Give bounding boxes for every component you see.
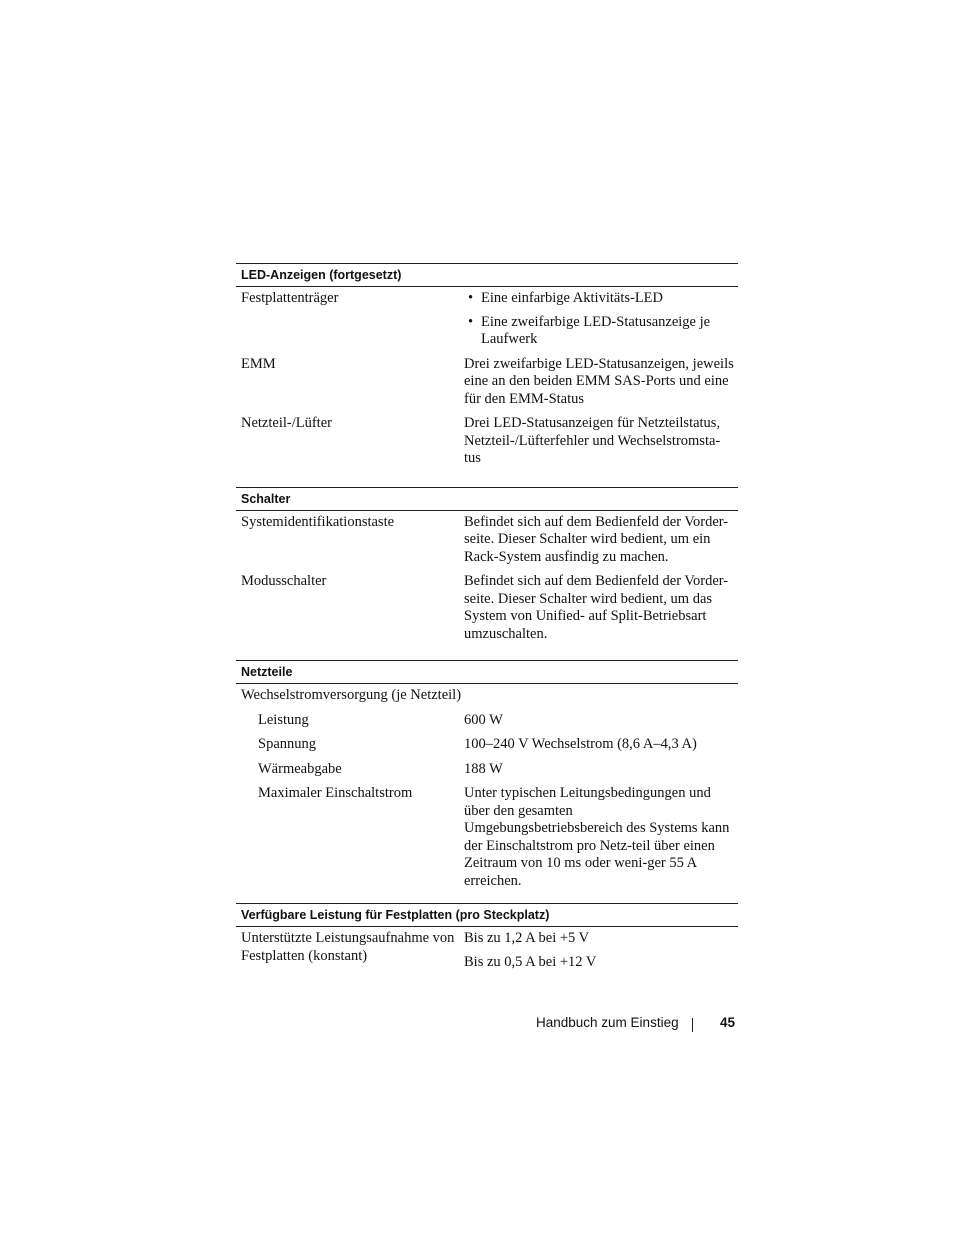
row-system-id-button <box>236 514 738 567</box>
bullet-list <box>464 290 738 349</box>
row-heat-dissipation <box>236 761 738 779</box>
row-value-list <box>464 930 738 977</box>
row-label: Netzteil-/Lüfter <box>241 415 332 431</box>
row-value: Drei LED-Statusanzeigen für Netzteilstatus, Netzteil-/Lüfterfehler und Wechselstromsta-tus <box>464 415 721 466</box>
subheading: Wechselstromversorgung (je Netzteil) <box>241 687 462 703</box>
section-heading: Schalter <box>236 487 738 511</box>
section-heading: Verfügbare Leistung für Festplatten (pro Steckplatz) <box>236 903 738 927</box>
row-label: EMM <box>241 355 276 372</box>
footer-title: Handbuch zum Einstieg <box>536 1015 679 1030</box>
row-emm <box>236 356 738 409</box>
row-value: Befindet sich auf dem Bedienfeld der Vorder-seite. Dieser Schalter wird bedient, um ein Rack-System ausfindig zu machen. <box>464 513 729 565</box>
row-drive-carrier <box>236 290 738 349</box>
row-value: Bis zu 1,2 A bei +5 V <box>464 930 590 946</box>
spec-table <box>236 263 738 984</box>
row-value: Bis zu 0,5 A bei +12 V <box>464 953 597 970</box>
row-label: Leistung <box>258 711 309 728</box>
list-item: • Eine einfarbige Aktivitäts-LED <box>464 290 734 308</box>
row-value: Drei zweifarbige LED-Statusanzeigen, jeweils eine an den beiden EMM SAS-Ports und eine für den EMM-Status <box>464 355 734 407</box>
bullet-icon: • <box>468 290 474 306</box>
row-label: Modusschalter <box>241 573 327 589</box>
row-label: Systemidentifikationstaste <box>241 513 395 530</box>
row-value: 188 W <box>464 760 503 777</box>
row-voltage <box>236 736 738 754</box>
row-value: Unter typischen Leitungsbedingungen und über den gesamten Umgebungsbetriebsbereich des Systems kann der Einschaltstrom pro Netz-teil über einen Zeitraum von 10 ms oder weni-ger 55 A erreichen. <box>464 785 730 889</box>
row-wattage <box>236 712 738 730</box>
section-drive-power <box>236 903 738 977</box>
row-psu-fan <box>236 415 738 468</box>
row-drive-power-consumption <box>236 930 738 977</box>
row-mode-switch <box>236 573 738 643</box>
row-value: Befindet sich auf dem Bedienfeld der Vorder-seite. Dieser Schalter wird bedient, um das System von Unified- auf Split-Betriebsart umzuschalten. <box>464 573 729 642</box>
row-inrush-current <box>236 785 738 890</box>
section-led-indicators <box>236 263 738 487</box>
section-power-supplies <box>236 660 738 903</box>
row-label: Spannung <box>258 736 316 752</box>
row-label: Maximaler Einschaltstrom <box>258 785 413 801</box>
footer-separator <box>692 1018 693 1032</box>
row-value: 600 W <box>464 711 503 728</box>
section-heading: Netzteile <box>236 660 738 684</box>
row-value: 100–240 V Wechselstrom (8,6 A–4,3 A) <box>464 736 697 752</box>
row-label: Festplattenträger <box>241 290 339 306</box>
bullet-icon: • <box>468 313 474 330</box>
row-label: Unterstützte Leistungsaufnahme von Festplatten (konstant) <box>241 930 455 964</box>
section-switches <box>236 487 738 661</box>
page-number: 45 <box>720 1015 736 1030</box>
list-item: • Eine zweifarbige LED-Statusanzeige je Laufwerk <box>464 314 734 349</box>
section-heading: LED-Anzeigen (fortgesetzt) <box>236 263 738 287</box>
row-label: Wärmeabgabe <box>258 760 342 777</box>
